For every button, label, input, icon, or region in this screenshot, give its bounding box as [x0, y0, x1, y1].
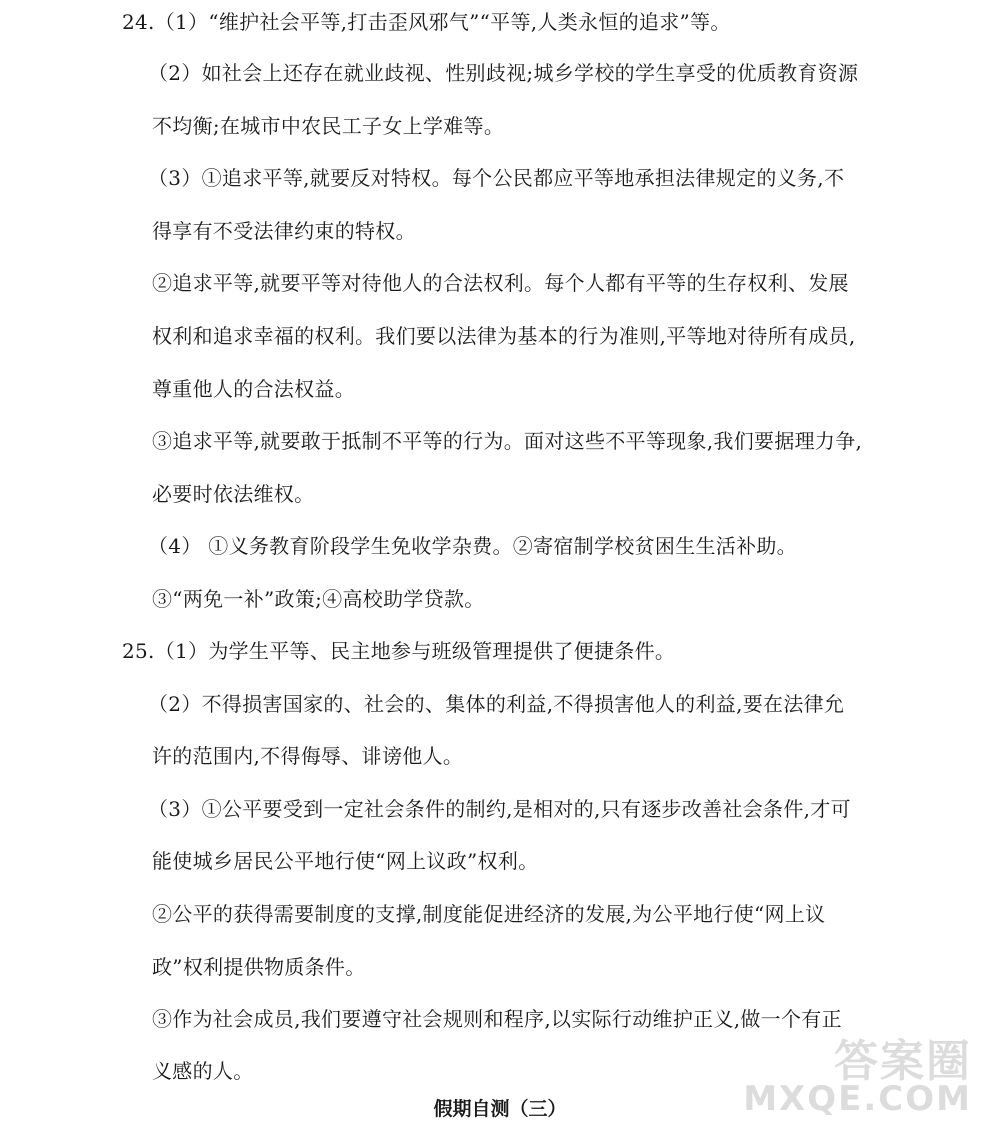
text-line-1: 24.（1）“维护社会平等,打击歪风邪气”“平等,人类永恒的追求”等。 — [122, 10, 731, 34]
text-line-17: 能使城乡居民公平地行使“网上议政”权利。 — [152, 849, 539, 873]
text-line-9: ③追求平等,就要敢于抵制不平等的行为。面对这些不平等现象,我们要据理力争, — [152, 429, 863, 453]
text-line-2: （2）如社会上还存在就业歧视、性别歧视;城乡学校的学生享受的优质教育资源 — [148, 61, 859, 85]
text-line-15: 许的范围内,不得侮辱、诽谤他人。 — [152, 744, 464, 768]
text-line-8: 尊重他人的合法权益。 — [152, 377, 355, 401]
text-line-5: 得享有不受法律约束的特权。 — [152, 219, 416, 243]
text-line-7: 权利和追求幸福的权利。我们要以法律为基本的行为准则,平等地对待所有成员, — [152, 324, 856, 348]
text-line-6: ②追求平等,就要平等对待他人的合法权利。每个人都有平等的生存权利、发展 — [152, 271, 849, 295]
text-line-4: （3）①追求平等,就要反对特权。每个公民都应平等地承担法律规定的义务,不 — [148, 166, 845, 190]
text-line-14: （2）不得损害国家的、社会的、集体的利益,不得损害他人的利益,要在法律允 — [148, 692, 845, 716]
text-line-3: 不均衡;在城市中农民工子女上学难等。 — [152, 114, 505, 138]
text-line-20: ③作为社会成员,我们要遵守社会规则和程序,以实际行动维护正义,做一个有正 — [152, 1007, 842, 1031]
text-line-19: 政”权利提供物质条件。 — [152, 955, 366, 979]
watermark-cn-text: 答案圈 — [834, 1036, 972, 1087]
text-line-18: ②公平的获得需要制度的支撑,制度能促进经济的发展,为公平地行使“网上议 — [152, 902, 826, 926]
text-line-10: 必要时依法维权。 — [152, 482, 315, 506]
page-footer: 假期自测（三） — [433, 1098, 567, 1120]
text-line-16: （3）①公平要受到一定社会条件的制约,是相对的,只有逐步改善社会条件,才可 — [148, 797, 851, 821]
watermark — [743, 1025, 972, 1125]
text-line-11: （4） ①义务教育阶段学生免收学杂费。②寄宿制学校贫困生生活补助。 — [148, 534, 797, 558]
text-line-21: 义感的人。 — [152, 1059, 254, 1083]
text-line-13: 25.（1）为学生平等、民主地参与班级管理提供了便捷条件。 — [122, 639, 676, 663]
text-line-12: ③“两免一补”政策;④高校助学贷款。 — [152, 587, 485, 611]
watermark-en-text: MXQE.COM — [743, 1079, 972, 1119]
